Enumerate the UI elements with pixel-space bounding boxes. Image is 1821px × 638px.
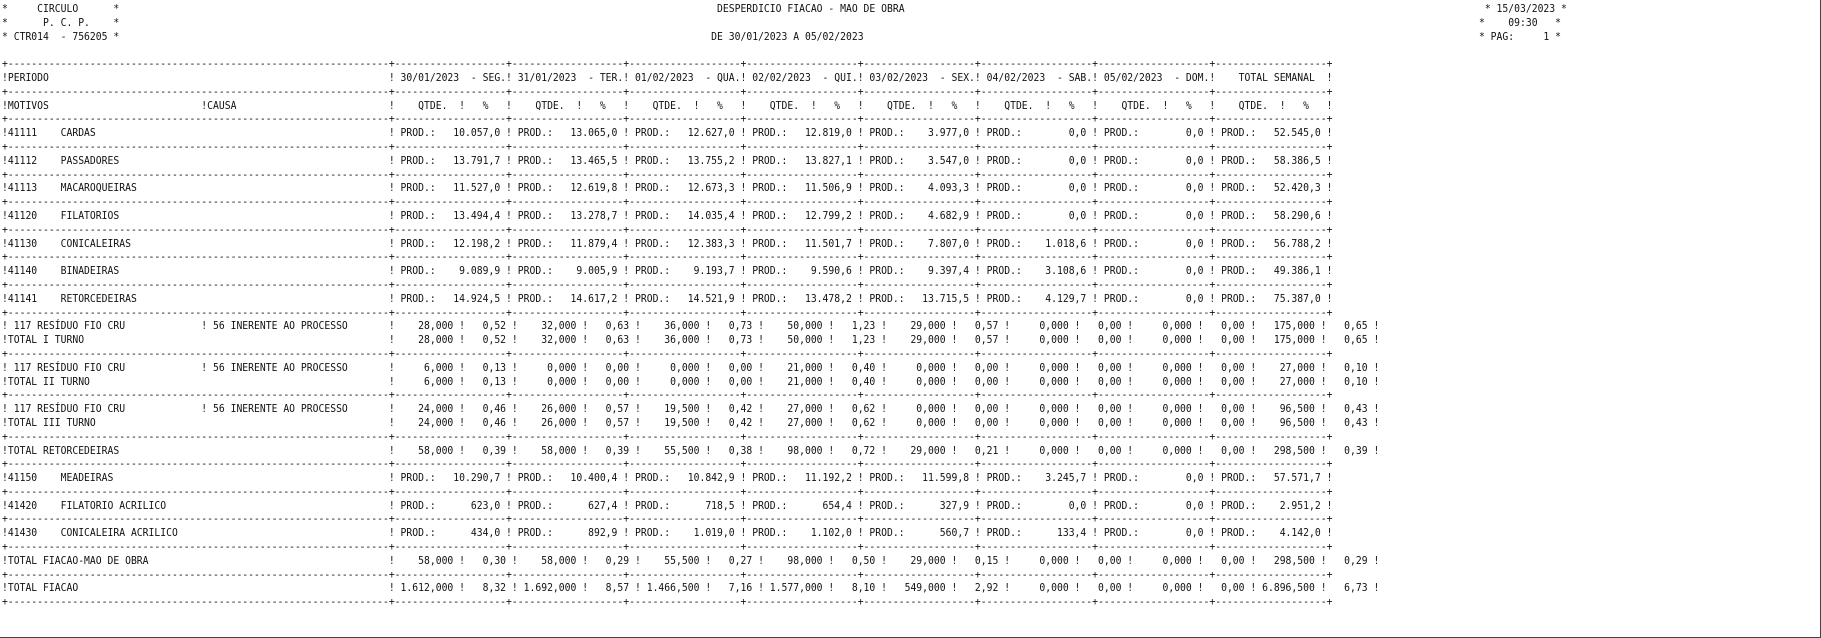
report-line bbox=[2, 43, 1567, 57]
report-line: !TOTAL I TURNO ! 28,000 ! 0,52 ! 32,000 ! 0,63 ! 36,000 ! 0,73 ! 50,000 ! 1,23 ! 29,000 ! 0,57 ! 0,000 ! 0,00 ! 0,000 ! 0,00 ! 175,000 ! 0,65 ! bbox=[2, 333, 1380, 347]
report-line: +-----------------------------------------------------------------+-------------------+-------------------+-------------------+-------------------+-------------------+-------------------+-------------------+-------------------+ bbox=[2, 305, 1333, 319]
report-line: !TOTAL III TURNO ! 24,000 ! 0,46 ! 26,000 ! 0,57 ! 19,500 ! 0,42 ! 27,000 ! 0,62 ! 0,000 ! 0,00 ! 0,000 ! 0,00 ! 0,000 ! 0,00 ! 96,500 ! 0,43 ! bbox=[2, 415, 1380, 429]
report-line: ! 117 RESÍDUO FIO CRU ! 56 INERENTE AO PROCESSO ! 24,000 ! 0,46 ! 26,000 ! 0,57 ! 19,500 ! 0,42 ! 27,000 ! 0,62 ! 0,000 ! 0,00 ! 0,000 ! 0,00 ! 0,000 ! 0,00 ! 96,500 ! 0,43 ! bbox=[2, 402, 1380, 416]
report-line: !TOTAL FIACAO ! 1.612,000 ! 8,32 ! 1.692,000 ! 8,57 ! 1.466,500 ! 7,16 ! 1.577,000 ! 8,10 ! 549,000 ! 2,92 ! 0,000 ! 0,00 ! 0,000 ! 0,00 ! 6.896,500 ! 6,73 ! bbox=[2, 581, 1380, 595]
report-line: +-----------------------------------------------------------------+-------------------+-------------------+-------------------+-------------------+-------------------+-------------------+-------------------+-------------------+ bbox=[2, 429, 1333, 443]
report-line: +-----------------------------------------------------------------+-------------------+-------------------+-------------------+-------------------+-------------------+-------------------+-------------------+-------------------+ bbox=[2, 250, 1333, 264]
header-line: * P. C. P. * * 09:30 * bbox=[2, 15, 1562, 29]
header-line: * CTR014 - 756205 * DE 30/01/2023 A 05/02/2023 * PAG: 1 * bbox=[2, 29, 1562, 43]
report-line: !41141 RETORCEDEIRAS ! PROD.: 14.924,5 ! PROD.: 14.617,2 ! PROD.: 14.521,9 ! PROD.: 13.478,2 ! PROD.: 13.715,5 ! PROD.: 4.129,7 ! PROD.: 0,0 ! PROD.: 75.387,0 ! bbox=[2, 291, 1333, 305]
report-line: !PERIODO ! 30/01/2023 - SEG.! 31/01/2023 - TER.! 01/02/2023 - QUA.! 02/02/2023 - QUI.! 03/02/2023 - SEX.! 04/02/2023 - SAB.! 05/02/2023 - DOM.! TOTAL SEMANAL ! bbox=[2, 70, 1333, 84]
report-line: !41111 CARDAS ! PROD.: 10.057,0 ! PROD.: 13.065,0 ! PROD.: 12.627,0 ! PROD.: 12.819,0 ! PROD.: 3.977,0 ! PROD.: 0,0 ! PROD.: 0,0 ! PROD.: 52.545,0 ! bbox=[2, 126, 1333, 140]
report-line: !41430 CONICALEIRA ACRILICO ! PROD.: 434,0 ! PROD.: 892,9 ! PROD.: 1.019,0 ! PROD.: 1.102,0 ! PROD.: 560,7 ! PROD.: 133,4 ! PROD.: 0,0 ! PROD.: 4.142,0 ! bbox=[2, 526, 1333, 540]
report-line: +-----------------------------------------------------------------+-------------------+-------------------+-------------------+-------------------+-------------------+-------------------+-------------------+-------------------+ bbox=[2, 567, 1333, 581]
report-line: +-----------------------------------------------------------------+-------------------+-------------------+-------------------+-------------------+-------------------+-------------------+-------------------+-------------------+ bbox=[2, 388, 1333, 402]
report-line: +-----------------------------------------------------------------+-------------------+-------------------+-------------------+-------------------+-------------------+-------------------+-------------------+-------------------+ bbox=[2, 484, 1333, 498]
report-line: +-----------------------------------------------------------------+-------------------+-------------------+-------------------+-------------------+-------------------+-------------------+-------------------+-------------------+ bbox=[2, 57, 1333, 71]
report-line: !MOTIVOS !CAUSA ! QTDE. ! % ! QTDE. ! % ! QTDE. ! % ! QTDE. ! % ! QTDE. ! % ! QTDE. ! % ! QTDE. ! % ! QTDE. ! % ! bbox=[2, 98, 1333, 112]
report-line: +-----------------------------------------------------------------+-------------------+-------------------+-------------------+-------------------+-------------------+-------------------+-------------------+-------------------+ bbox=[2, 84, 1333, 98]
report-text bbox=[2, 2, 1567, 609]
report-line: !41120 FILATORIOS ! PROD.: 13.494,4 ! PROD.: 13.278,7 ! PROD.: 14.035,4 ! PROD.: 12.799,2 ! PROD.: 4.682,9 ! PROD.: 0,0 ! PROD.: 0,0 ! PROD.: 58.290,6 ! bbox=[2, 208, 1333, 222]
report-line: +-----------------------------------------------------------------+-------------------+-------------------+-------------------+-------------------+-------------------+-------------------+-------------------+-------------------+ bbox=[2, 457, 1333, 471]
report-line: ! 117 RESÍDUO FIO CRU ! 56 INERENTE AO PROCESSO ! 6,000 ! 0,13 ! 0,000 ! 0,00 ! 0,000 ! 0,00 ! 21,000 ! 0,40 ! 0,000 ! 0,00 ! 0,000 ! 0,00 ! 0,000 ! 0,00 ! 27,000 ! 0,10 ! bbox=[2, 360, 1380, 374]
report-line: !41420 FILATORIO ACRILICO ! PROD.: 623,0 ! PROD.: 627,4 ! PROD.: 718,5 ! PROD.: 654,4 ! PROD.: 327,9 ! PROD.: 0,0 ! PROD.: 0,0 ! PROD.: 2.951,2 ! bbox=[2, 498, 1333, 512]
report-line: +-----------------------------------------------------------------+-------------------+-------------------+-------------------+-------------------+-------------------+-------------------+-------------------+-------------------+ bbox=[2, 512, 1333, 526]
report-line: +-----------------------------------------------------------------+-------------------+-------------------+-------------------+-------------------+-------------------+-------------------+-------------------+-------------------+ bbox=[2, 540, 1333, 554]
report-line: !TOTAL II TURNO ! 6,000 ! 0,13 ! 0,000 ! 0,00 ! 0,000 ! 0,00 ! 21,000 ! 0,40 ! 0,000 ! 0,00 ! 0,000 ! 0,00 ! 0,000 ! 0,00 ! 27,000 ! 0,10 ! bbox=[2, 374, 1380, 388]
report-line: !TOTAL FIACAO-MAO DE OBRA ! 58,000 ! 0,30 ! 58,000 ! 0,29 ! 55,500 ! 0,27 ! 98,000 ! 0,50 ! 29,000 ! 0,15 ! 0,000 ! 0,00 ! 0,000 ! 0,00 ! 298,500 ! 0,29 ! bbox=[2, 553, 1380, 567]
report-line: !41150 MEADEIRAS ! PROD.: 10.290,7 ! PROD.: 10.400,4 ! PROD.: 10.842,9 ! PROD.: 11.192,2 ! PROD.: 11.599,8 ! PROD.: 3.245,7 ! PROD.: 0,0 ! PROD.: 57.571,7 ! bbox=[2, 471, 1333, 485]
report-line: !41130 CONICALEIRAS ! PROD.: 12.198,2 ! PROD.: 11.879,4 ! PROD.: 12.383,3 ! PROD.: 11.501,7 ! PROD.: 7.807,0 ! PROD.: 1.018,6 ! PROD.: 0,0 ! PROD.: 56.788,2 ! bbox=[2, 236, 1333, 250]
report-line: +-----------------------------------------------------------------+-------------------+-------------------+-------------------+-------------------+-------------------+-------------------+-------------------+-------------------+ bbox=[2, 139, 1333, 153]
report-line: +-----------------------------------------------------------------+-------------------+-------------------+-------------------+-------------------+-------------------+-------------------+-------------------+-------------------+ bbox=[2, 195, 1333, 209]
report-line: +-----------------------------------------------------------------+-------------------+-------------------+-------------------+-------------------+-------------------+-------------------+-------------------+-------------------+ bbox=[2, 167, 1333, 181]
report-line: !41113 MACAROQUEIRAS ! PROD.: 11.527,0 ! PROD.: 12.619,8 ! PROD.: 12.673,3 ! PROD.: 11.506,9 ! PROD.: 4.093,3 ! PROD.: 0,0 ! PROD.: 0,0 ! PROD.: 52.420,3 ! bbox=[2, 181, 1333, 195]
header-line: * CIRCULO * DESPERDICIO FIACAO - MAO DE OBRA * 15/03/2023 * bbox=[2, 2, 1567, 15]
report-line: +-----------------------------------------------------------------+-------------------+-------------------+-------------------+-------------------+-------------------+-------------------+-------------------+-------------------+ bbox=[2, 222, 1333, 236]
report-line: !41140 BINADEIRAS ! PROD.: 9.089,9 ! PROD.: 9.005,9 ! PROD.: 9.193,7 ! PROD.: 9.590,6 ! PROD.: 9.397,4 ! PROD.: 3.108,6 ! PROD.: 0,0 ! PROD.: 49.386,1 ! bbox=[2, 264, 1333, 278]
report-line: ! 117 RESÍDUO FIO CRU ! 56 INERENTE AO PROCESSO ! 28,000 ! 0,52 ! 32,000 ! 0,63 ! 36,000 ! 0,73 ! 50,000 ! 1,23 ! 29,000 ! 0,57 ! 0,000 ! 0,00 ! 0,000 ! 0,00 ! 175,000 ! 0,65 ! bbox=[2, 319, 1380, 333]
report-line: +-----------------------------------------------------------------+-------------------+-------------------+-------------------+-------------------+-------------------+-------------------+-------------------+-------------------+ bbox=[2, 595, 1333, 609]
report-line: !TOTAL RETORCEDEIRAS ! 58,000 ! 0,39 ! 58,000 ! 0,39 ! 55,500 ! 0,38 ! 98,000 ! 0,72 ! 29,000 ! 0,21 ! 0,000 ! 0,00 ! 0,000 ! 0,00 ! 298,500 ! 0,39 ! bbox=[2, 443, 1380, 457]
report-line: +-----------------------------------------------------------------+-------------------+-------------------+-------------------+-------------------+-------------------+-------------------+-------------------+-------------------+ bbox=[2, 277, 1333, 291]
report-line: +-----------------------------------------------------------------+-------------------+-------------------+-------------------+-------------------+-------------------+-------------------+-------------------+-------------------+ bbox=[2, 346, 1333, 360]
report-line: !41112 PASSADORES ! PROD.: 13.791,7 ! PROD.: 13.465,5 ! PROD.: 13.755,2 ! PROD.: 13.827,1 ! PROD.: 3.547,0 ! PROD.: 0,0 ! PROD.: 0,0 ! PROD.: 58.386,5 ! bbox=[2, 153, 1333, 167]
report-line: +-----------------------------------------------------------------+-------------------+-------------------+-------------------+-------------------+-------------------+-------------------+-------------------+-------------------+ bbox=[2, 112, 1333, 126]
